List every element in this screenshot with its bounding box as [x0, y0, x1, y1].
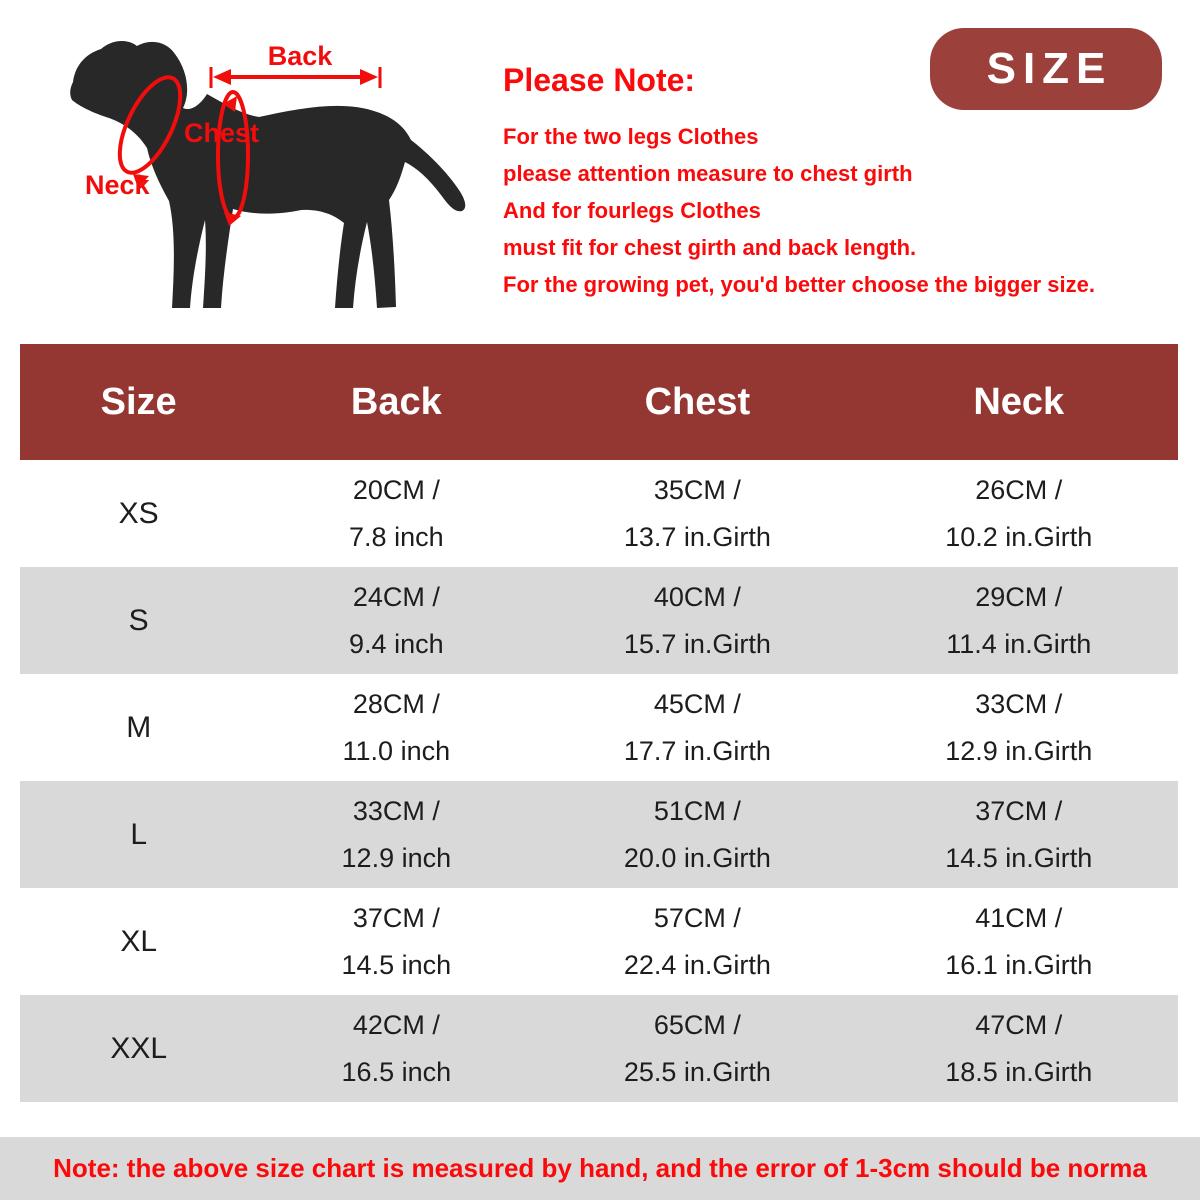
value-cm: 41CM /	[975, 902, 1063, 933]
value-inch: 16.1 in.Girth	[945, 949, 1093, 980]
note-line: must fit for chest girth and back length.	[503, 235, 917, 260]
size-badge	[930, 28, 1162, 110]
value-inch: 10.2 in.Girth	[945, 521, 1093, 552]
back-value	[257, 788, 535, 882]
chest-value	[535, 574, 859, 668]
value-cm: 37CM /	[352, 902, 440, 933]
note-line: please attention measure to chest girth	[503, 161, 913, 186]
value-cm: 45CM /	[653, 688, 741, 719]
chest-measure-label: Chest	[184, 118, 260, 148]
back-value	[257, 574, 535, 668]
size-value: XS	[118, 496, 159, 530]
chest-value	[535, 681, 859, 775]
chest-value	[535, 895, 859, 989]
value-inch: 9.4 inch	[349, 628, 444, 659]
table-row-xxl	[20, 995, 1178, 1102]
neck-measure-label: Neck	[85, 170, 150, 200]
chest-value	[535, 467, 859, 561]
note-line: For the two legs Clothes	[503, 124, 759, 149]
table-row-m	[20, 674, 1178, 781]
table-row-xs	[20, 460, 1178, 567]
value-cm: 42CM /	[352, 1009, 440, 1040]
value-inch: 11.0 inch	[342, 735, 451, 766]
table-row-s	[20, 567, 1178, 674]
size-table	[20, 344, 1178, 1102]
value-inch: 13.7 in.Girth	[623, 521, 771, 552]
neck-value	[860, 681, 1178, 775]
value-cm: 26CM /	[975, 474, 1063, 505]
chest-value	[535, 788, 859, 882]
back-arrowhead-right-icon	[360, 69, 378, 85]
value-cm: 37CM /	[975, 795, 1063, 826]
value-cm: 47CM /	[975, 1009, 1063, 1040]
size-value: S	[128, 603, 149, 637]
size-badge-label: SIZE	[986, 44, 1113, 93]
column-header-size: Size	[100, 380, 177, 423]
back-value	[257, 681, 535, 775]
neck-value	[860, 574, 1178, 668]
table-row-l	[20, 781, 1178, 888]
note-line: And for fourlegs Clothes	[503, 198, 761, 223]
footer-note-bar	[0, 1137, 1200, 1200]
size-value: XL	[120, 924, 158, 958]
value-inch: 12.9 inch	[341, 842, 452, 873]
value-cm: 57CM /	[653, 902, 741, 933]
back-value	[257, 1002, 535, 1096]
neck-value	[860, 788, 1178, 882]
note-line: For the growing pet, you'd better choose the bigger size.	[503, 272, 1095, 297]
value-cm: 65CM /	[653, 1009, 741, 1040]
neck-value	[860, 895, 1178, 989]
value-cm: 28CM /	[352, 688, 440, 719]
value-inch: 17.7 in.Girth	[623, 735, 771, 766]
please-note-heading: Please Note:	[503, 62, 696, 98]
back-arrowhead-left-icon	[213, 69, 231, 85]
value-inch: 11.4 in.Girth	[946, 628, 1092, 659]
footer-note-text: Note: the above size chart is measured by hand, and the error of 1-3cm should be norma	[53, 1153, 1147, 1183]
value-inch: 14.5 inch	[341, 949, 452, 980]
dog-measurement-diagram	[0, 0, 500, 345]
size-value: L	[130, 817, 148, 851]
value-inch: 12.9 in.Girth	[945, 735, 1093, 766]
value-cm: 35CM /	[653, 474, 741, 505]
value-inch: 14.5 in.Girth	[945, 842, 1093, 873]
value-inch: 18.5 in.Girth	[945, 1056, 1093, 1087]
size-value: M	[126, 710, 152, 744]
value-cm: 20CM /	[352, 474, 440, 505]
value-cm: 33CM /	[975, 688, 1063, 719]
column-header-back: Back	[350, 380, 442, 423]
value-inch: 20.0 in.Girth	[623, 842, 771, 873]
back-value	[257, 895, 535, 989]
column-header-neck: Neck	[973, 380, 1065, 423]
neck-value	[860, 1002, 1178, 1096]
back-measure-label: Back	[267, 41, 333, 71]
value-cm: 29CM /	[975, 581, 1063, 612]
chest-value	[535, 1002, 859, 1096]
table-row-xl	[20, 888, 1178, 995]
value-inch: 7.8 inch	[349, 521, 444, 552]
value-cm: 33CM /	[352, 795, 440, 826]
neck-value	[860, 467, 1178, 561]
value-inch: 22.4 in.Girth	[623, 949, 771, 980]
back-value	[257, 467, 535, 561]
value-inch: 25.5 in.Girth	[623, 1056, 771, 1087]
value-cm: 51CM /	[653, 795, 741, 826]
value-inch: 16.5 inch	[341, 1056, 452, 1087]
table-header-row	[20, 344, 1178, 460]
value-cm: 24CM /	[352, 581, 440, 612]
column-header-chest: Chest	[644, 380, 751, 423]
size-value: XXL	[110, 1031, 168, 1065]
value-cm: 40CM /	[653, 581, 741, 612]
value-inch: 15.7 in.Girth	[623, 628, 771, 659]
